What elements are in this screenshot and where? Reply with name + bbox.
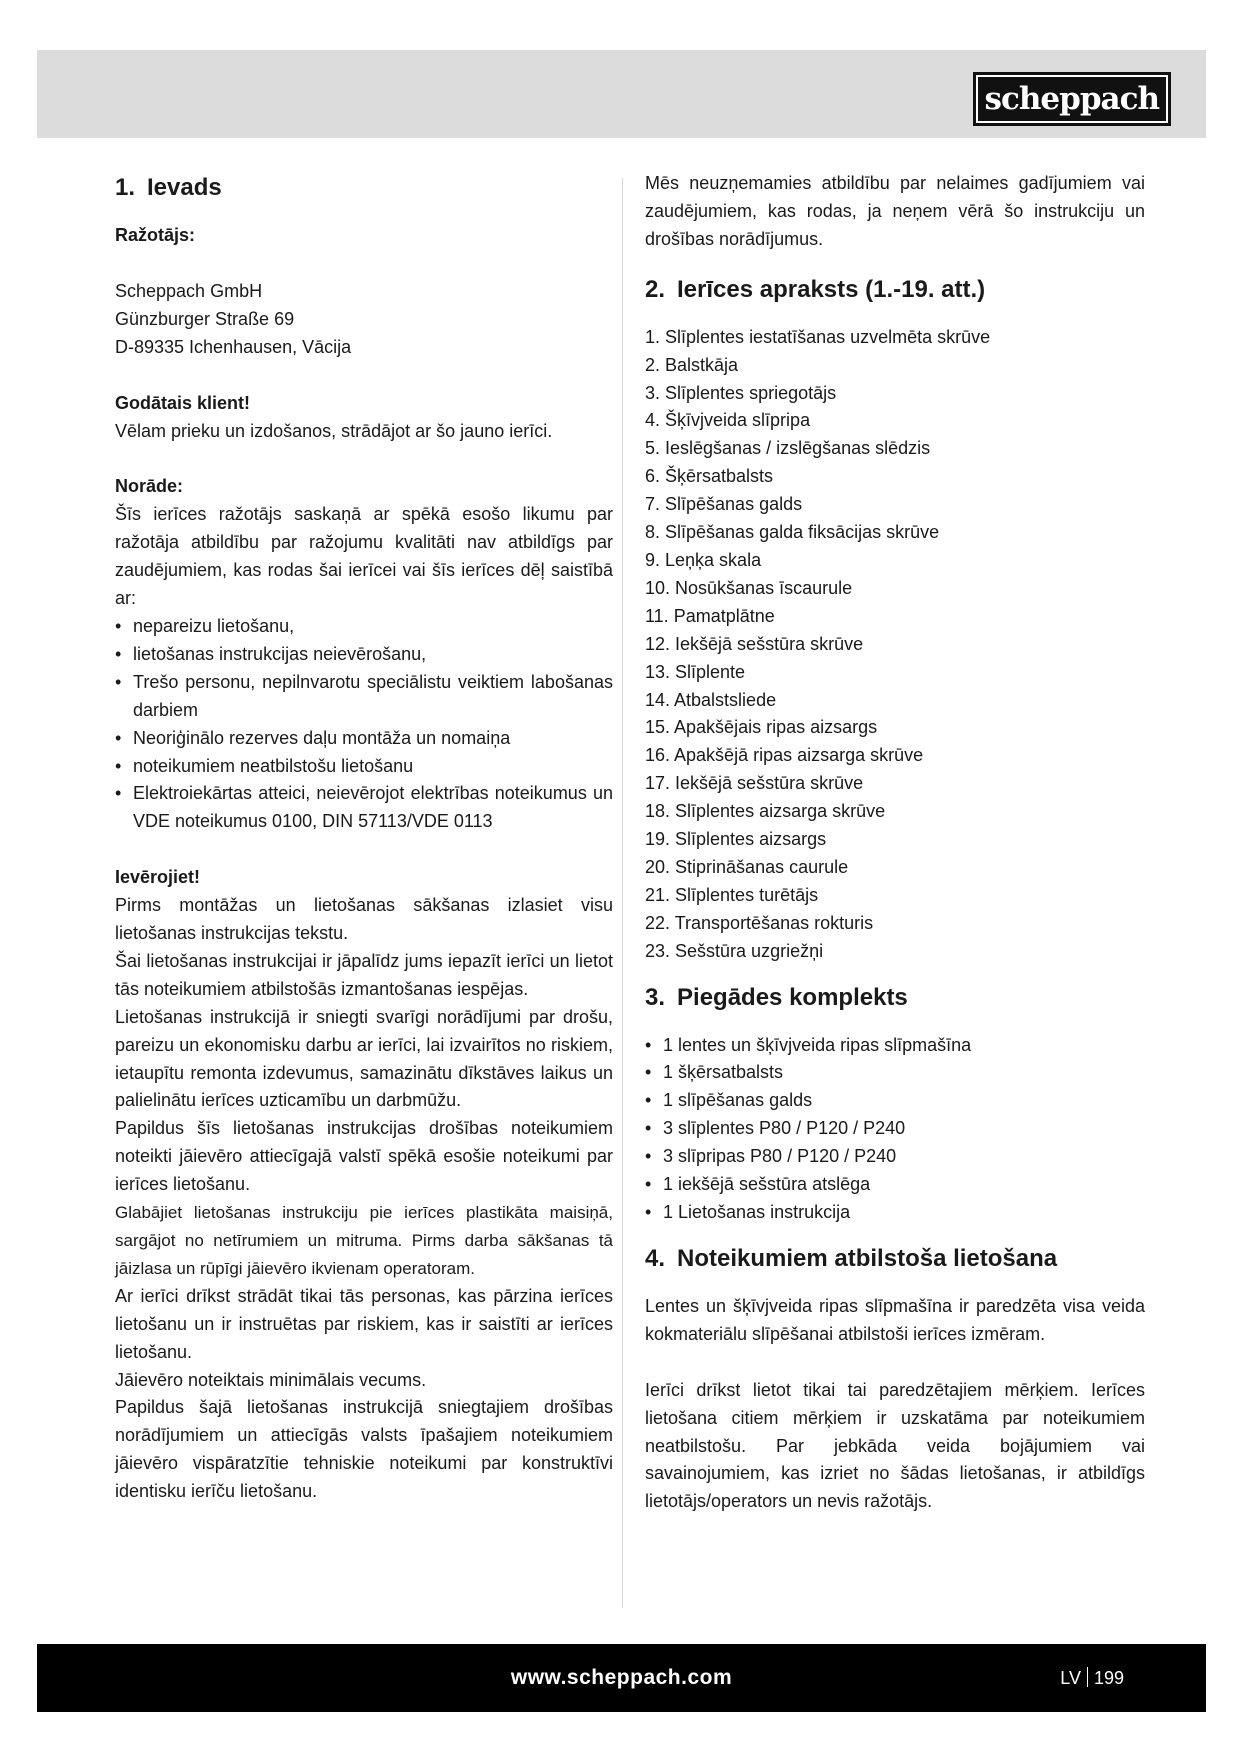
column-divider	[622, 178, 623, 1608]
list-item: 3. Slīplentes spriegotājs	[645, 382, 837, 403]
attention-paragraph: Papildus šīs lietošanas instrukcijas drošības noteikumiem noteikti jāievēro attiecīgajā valstī spēkā esošie noteikumi par ierīces lietošanu.	[115, 1118, 613, 1195]
list-item: • noteikumiem neatbilstošu lietošanu	[115, 753, 613, 781]
section-1-heading: 1. Ievads	[115, 174, 222, 201]
scheppach-logo: scheppach	[973, 72, 1171, 126]
list-item: • 1 lentes un šķīvjveida ripas slīpmašīna	[645, 1032, 1145, 1060]
parts-list	[645, 324, 1145, 966]
list-item: 9. Leņķa skala	[645, 549, 762, 570]
attention-paragraph: Jāievēro noteiktais minimālais vecums.	[115, 1369, 427, 1390]
right-column	[645, 170, 1145, 1516]
page-number: LV 199	[1060, 1668, 1124, 1688]
list-item: 7. Slīpēšanas galds	[645, 494, 803, 515]
manufacturer-label: Ražotājs:	[115, 225, 196, 245]
list-item: • lietošanas instrukcijas neievērošanu,	[115, 641, 613, 669]
attention-paragraph: Šai lietošanas instrukcijai ir jāpalīdz jums iepazīt ierīci un lietot tās noteikumiem atbilstošās izmantošanas iespējas.	[115, 950, 613, 999]
delivery-list	[645, 1032, 1145, 1227]
list-item: 18. Slīplentes aizsarga skrūve	[645, 801, 886, 822]
list-item: • nepareizu lietošanu,	[115, 613, 613, 641]
address-line: Günzburger Straße 69	[115, 308, 295, 329]
list-item: 23. Sešstūra uzgriežņi	[645, 940, 824, 961]
attention-paragraph: Pirms montāžas un lietošanas sākšanas izlasiet visu lietošanas instrukcijas tekstu.	[115, 895, 613, 944]
attention-paragraph: Lietošanas instrukcijā ir sniegti svarīgi norādījumi par drošu, pareizu un ekonomisku darbu ar ierīci, lai izvairītos no riskiem, ietaupītu remonta izdevumus, samazinātu dīkstāves laikus un palielinātu ierīces uzticamību un darbmūžu.	[115, 1006, 613, 1111]
list-item: 15. Apakšējais ripas aizsargs	[645, 717, 878, 738]
list-item: • 3 slīpripas P80 / P120 / P240	[645, 1143, 1145, 1171]
list-item: 14. Atbalstsliede	[645, 689, 777, 710]
section-4-heading: 4. Noteikumiem atbilstoša lietošana	[645, 1244, 1058, 1272]
list-item: • 1 Lietošanas instrukcija	[645, 1199, 1145, 1227]
list-item: • 1 slīpēšanas galds	[645, 1087, 1145, 1115]
list-item: 11. Pamatplātne	[645, 605, 775, 626]
list-item: • Neoriģinālo rezerves daļu montāža un nomaiņa	[115, 725, 613, 753]
list-item: 17. Iekšējā sešstūra skrūve	[645, 773, 864, 794]
footer-url: www.scheppach.com	[510, 1666, 733, 1689]
list-item: 22. Transportēšanas rokturis	[645, 912, 874, 933]
list-item: 21. Slīplentes turētājs	[645, 884, 819, 905]
attention-paragraph: Papildus šajā lietošanas instrukcijā sniegtajiem drošības norādījumiem un attiecīgās valsts īpašajiem noteikumiem jāievēro vispāratzītie tehniskie noteikumi par konstruktīvi identisku ierīču lietošanu.	[115, 1397, 613, 1502]
section-2-heading: 2. Ierīces apraksts (1.-19. att.)	[645, 275, 986, 303]
attention-paragraph: Glabājiet lietošanas instrukciju pie ierīces plastikāta maisiņā, sargājot no netīrumiem un mitruma. Pirms darba sākšanas tā jāizlasa un rūpīgi jāievēro ikvienam operatoram.	[115, 1203, 613, 1278]
note-title: Norāde:	[115, 476, 184, 497]
liability-text: Mēs neuzņemamies atbildību par nelaimes gadījumiem vai zaudējumiem, kas rodas, ja neņem vērā šo instrukciju un drošības norādījumus.	[645, 173, 1145, 249]
list-item: 13. Slīplente	[645, 661, 746, 682]
list-item: 6. Šķērsatbalsts	[645, 466, 774, 487]
attention-paragraph: Ar ierīci drīkst strādāt tikai tās personas, kas pārzina ierīces lietošanu un ir instruētas par riskiem, kas ir saistīti ar ierīces lietošanu.	[115, 1285, 613, 1362]
list-item: 4. Šķīvjveida slīpripa	[645, 410, 811, 431]
note-text: Šīs ierīces ražotājs saskaņā ar spēkā esošo likumu par ražotāja atbildību par ražojumu kvalitāti nav atbildīgs par zaudējumiem, kas rodas šai ierīcei vai šīs ierīces dēļ saistībā ar:	[115, 504, 613, 609]
list-item: 5. Ieslēgšanas / izslēgšanas slēdzis	[645, 438, 931, 459]
list-item: 10. Nosūkšanas īscaurule	[645, 577, 853, 598]
list-item: 1. Slīplentes iestatīšanas uzvelmēta skrūve	[645, 326, 991, 347]
list-item: • Trešo personu, nepilnvarotu speciālistu veiktiem labošanas darbiem	[115, 669, 613, 725]
list-item: 8. Slīpēšanas galda fiksācijas skrūve	[645, 522, 940, 543]
list-item: 20. Stiprināšanas caurule	[645, 856, 849, 877]
list-item: • Elektroiekārtas atteici, neievērojot elektrības noteikumus un VDE noteikumus 0100, DIN 57113/VDE 0113	[115, 780, 613, 836]
list-item: • 3 slīplentes P80 / P120 / P240	[645, 1115, 1145, 1143]
list-item: 12. Iekšējā sešstūra skrūve	[645, 633, 864, 654]
dear-customer-text: Vēlam prieku un izdošanos, strādājot ar šo jauno ierīci.	[115, 420, 553, 441]
list-item: • 1 šķērsatbalsts	[645, 1059, 1145, 1087]
list-item: • 1 iekšējā sešstūra atslēga	[645, 1171, 1145, 1199]
list-item: 2. Balstkāja	[645, 354, 739, 375]
section-3-heading: 3. Piegādes komplekts	[645, 983, 908, 1011]
left-column	[115, 170, 613, 1506]
address-line: Scheppach GmbH	[115, 280, 263, 301]
list-item: 16. Apakšējā ripas aizsarga skrūve	[645, 745, 924, 766]
list-item: 19. Slīplentes aizsargs	[645, 829, 827, 850]
dear-customer-title: Godātais klient!	[115, 392, 251, 413]
attention-title: Ievērojiet!	[115, 867, 201, 888]
address-line: D-89335 Ichenhausen, Vācija	[115, 336, 352, 357]
note-list	[115, 613, 613, 836]
usage-paragraph: Lentes un šķīvjveida ripas slīpmašīna ir paredzēta visa veida kokmateriālu slīpēšanai atbilstoši ierīces izmēram.	[645, 1295, 1145, 1344]
usage-paragraph: Ierīci drīkst lietot tikai tai paredzētajiem mērķiem. Ierīces lietošana citiem mērķiem ir uzskatāma par noteikumiem neatbilstošu. Par jebkāda veida bojājumiem vai savainojumiem, kas izriet no šādas lietošanas, ir atbildīgs lietotājs/operators un nevis ražotājs.	[645, 1379, 1145, 1512]
footer-band	[37, 1644, 1206, 1712]
